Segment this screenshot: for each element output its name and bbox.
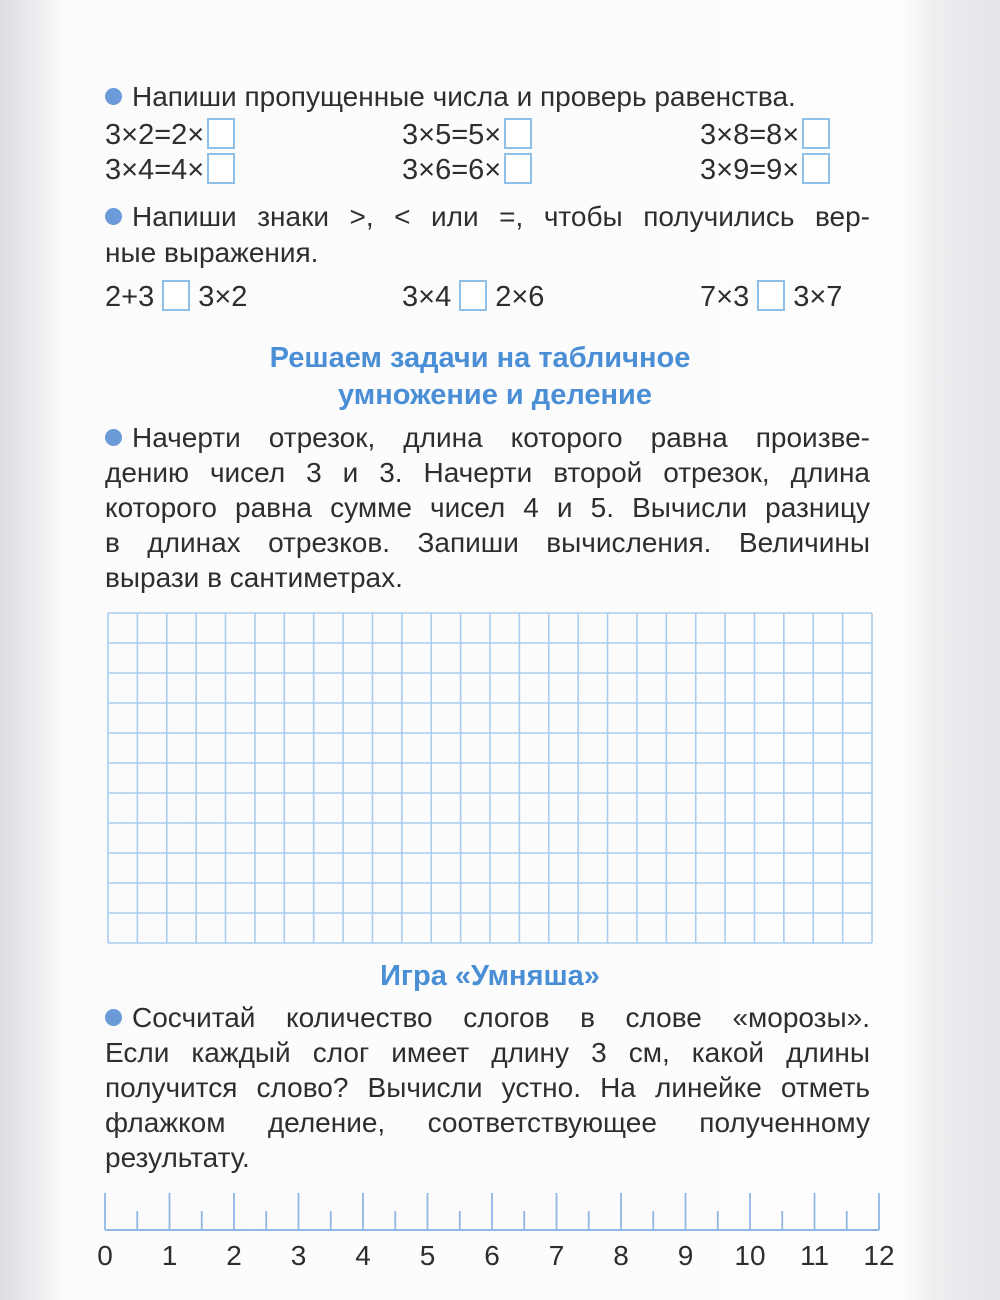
task4-line: флажком деление, соответствующее полученному — [105, 1107, 870, 1138]
ruler-label: 4 — [355, 1240, 371, 1271]
equation: 3×6=6× — [402, 153, 532, 187]
ruler-label: 0 — [97, 1240, 113, 1271]
task4-line: получится слово? Вычисли устно. На линейке отметь — [105, 1072, 870, 1103]
section-title: умножение и деление — [338, 379, 652, 411]
ruler-label: 3 — [290, 1240, 307, 1271]
answer-box[interactable] — [504, 118, 532, 149]
answer-box[interactable] — [504, 153, 532, 184]
answer-box[interactable] — [207, 153, 235, 184]
task3-line: вырази в сантиметрах. — [105, 562, 403, 593]
ruler[interactable] — [95, 1185, 895, 1235]
ruler-label: 11 — [799, 1240, 830, 1271]
task4-line: Если каждый слог имеет длину 3 см, какой длины — [105, 1037, 870, 1068]
task4-line: Сосчитай количество слогов в слове «морозы». — [105, 1001, 870, 1035]
bullet-icon — [105, 1009, 122, 1026]
ruler-label: 5 — [419, 1240, 436, 1271]
task3-line: дению чисел 3 и 3. Начерти второй отрезок, длина — [105, 457, 870, 488]
ruler-label: 9 — [677, 1240, 694, 1271]
ruler-label: 7 — [548, 1240, 565, 1271]
comparison: 3×4 2×6 — [402, 281, 545, 313]
answer-box[interactable] — [207, 118, 235, 149]
section-title: Игра «Умняша» — [380, 960, 600, 992]
comparison: 7×3 3×7 — [700, 281, 843, 313]
ruler-label: 2 — [226, 1240, 242, 1271]
ruler-label: 12 — [863, 1240, 895, 1271]
task3-line: Начерти отрезок, длина которого равна произве- — [105, 421, 870, 455]
bullet-icon — [105, 429, 122, 446]
equation: 3×8=8× — [700, 118, 830, 152]
answer-box[interactable] — [802, 118, 830, 149]
answer-box[interactable] — [802, 153, 830, 184]
bullet-icon — [105, 88, 122, 105]
ruler-label: 1 — [161, 1240, 178, 1271]
sign-box[interactable] — [757, 280, 785, 311]
task3-line: в длинах отрезков. Запиши вычисления. Величины — [105, 527, 870, 558]
task3-line: которого равна сумме чисел 4 и 5. Вычисли разницу — [105, 492, 870, 523]
sign-box[interactable] — [162, 280, 190, 311]
task2-instruction-line: ные выражения. — [105, 237, 319, 268]
task2-instruction-line: Напиши знаки >, < или =, чтобы получились вер- — [105, 200, 870, 234]
task4-line: результату. — [105, 1142, 250, 1173]
equation: 3×5=5× — [402, 118, 532, 152]
equation: 3×2=2× — [105, 118, 235, 152]
ruler-label: 10 — [734, 1240, 766, 1271]
sign-box[interactable] — [459, 280, 487, 311]
task1-instruction: Напиши пропущенные числа и проверь равенства. — [105, 80, 870, 114]
section-title: Решаем задачи на табличное — [269, 342, 691, 374]
drawing-grid[interactable] — [107, 612, 873, 944]
equation: 3×4=4× — [105, 153, 235, 187]
equation: 3×9=9× — [700, 153, 830, 187]
bullet-icon — [105, 208, 122, 225]
ruler-label: 6 — [484, 1240, 500, 1271]
comparison: 2+3 3×2 — [105, 281, 248, 313]
ruler-label: 8 — [613, 1240, 629, 1271]
